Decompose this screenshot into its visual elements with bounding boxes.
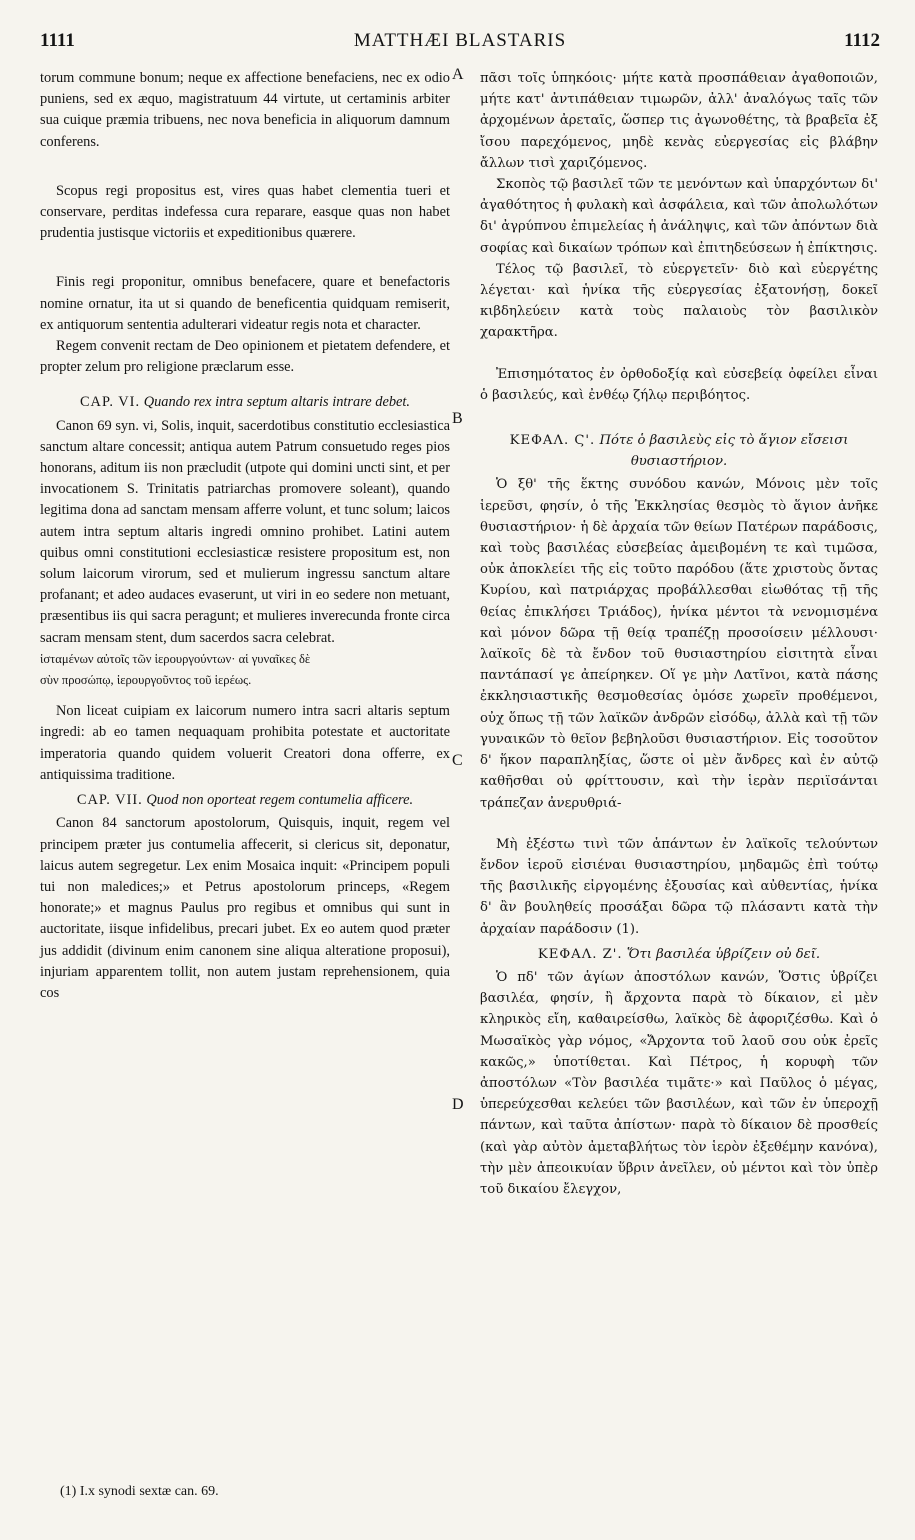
greek-overflow-line: σὺν προσώπῳ, ἱερουργοῦντος τοῦ ἱερέως. [40,673,252,688]
latin-paragraph: Non liceat cuipiam ex laicorum numero intra sacri altaris septum ingredi: ab eo tamen nequaquam prohibita potestate et auctoritate imperatoria quando quidem voluerit Creatori dona offerre, ex antiquissima traditione. [40,703,450,783]
chapter-number: CAP. VI. [79,394,141,411]
greek-chapter-7-heading [480,944,878,965]
margin-letter-c: C [452,752,463,769]
greek-overflow-line: ἱσταμένων αὐτοῖς τῶν ἱερουργούντων· αἱ γυναῖκες δὲ [40,651,311,666]
greek-paragraph: Τέλος τῷ βασιλεῖ, τὸ εὐεργετεῖν· διὸ καὶ εὐεργέτης λέγεται· καὶ ἡνίκα τῆς εὐεργεσίας ἐξατονήσῃ, δοκεῖ κιβδηλεύειν κατὰ τοὺς παλαιοὺς τὸν βασιλικὸν χαρακτῆρα. [480,261,878,341]
latin-paragraph: torum commune bonum; neque ex affectione benefaciens, nec ex odio puniens, sed ex æquo, magistratuum 44 virtute, ut certaminis arbiter sua cuique præmia tribuens, nec nova beneficia in aliquorum damnum conferens. [40,70,450,150]
chapter-title: Πότε ὁ βασιλεὺς εἰς τὸ ἅγιον εἴσεισι θυσιαστήριον. [599,433,849,470]
chapter-title: Ὅτι βασιλέα ὑβρίζειν οὐ δεῖ. [626,946,821,962]
latin-paragraph: Finis regi proponitur, omnibus benefacere, quare et benefactoris nomine ornatur, ita ut si quando de beneficentia quidquam remiserit, ex antiquorum sententia adulterari videatur regis nota et character. [40,274,450,333]
chapter-number: ΚΕΦΑΛ. Ϛ'. [509,433,596,449]
latin-paragraph: Scopus regi propositus est, vires quas habet clementia tueri et conservare, perditas indefessa cura reparare, easque quas non habet prudentia justisque victoriis et expeditionibus quærere. [40,182,450,242]
chapter-title: Quod non oporteat regem contumelia afficere. [146,792,414,809]
greek-paragraph: Ἐπισημότατος ἐν ὀρθοδοξίᾳ καὶ εὐσεβείᾳ ὀφείλει εἶναι ὁ βασιλεύς, καὶ ἐνθέῳ ζήλῳ περιβόητος. [480,366,878,403]
greek-paragraph: Ὁ πδ' τῶν ἁγίων ἀποστόλων κανών, Ὅστις ὑβρίζει βασιλέα, φησίν, ἢ ἄρχοντα παρὰ τὸ δίκαιον, εἰ μὲν κληρικὸς εἴη, καθαιρείσθω, λαϊκὸς δὲ ἀφοριζέσθω. Καὶ ὁ Μωσαϊκὸς γὰρ νόμος, «Ἄρχοντα τοῦ λαοῦ σου οὐκ ἐρεῖς κακῶς,» ὑποτίθεται. Καὶ Πέτρος, ἡ κορυφὴ τῶν ἀποστόλων «Τὸν βασιλέα τιμᾶτε·» καὶ Παῦλος ὁ μέγας, ὑπερεύχεσθαι κελεύει τῶν βασιλέων, καὶ τῶν ἐν ὑπεροχῇ πάντων, καὶ ταῦτα ἀπίστων· παρὰ τὸ δίκαιον δὲ προσθείς (καὶ γὰρ αὐτὸν ἀμεταβλήτως τὸν ἱερὸν ἐξεθέμην κανόνα), τὴν μὲν ἀπεοικυίαν ὕβριν ἀνεῖλεν, οὐ μέντοι καὶ τὸν ὑπὲρ τοῦ δικαίου ἔλεγχον, [480,969,878,1197]
latin-paragraph: Canon 69 syn. vi, Solis, inquit, sacerdotibus constitutio ecclesiastica sanctum altare concessit; antiqua autem Patrum consuetudo reges pios honorans, aditum iis non præcludit (utpote qui domini uncti sint, et per invocationem S. Trinitatis patriarchas promovere soleant), quando legitima dona ad sanctam mensam afferre volunt, et tunc solum; laicos autem intra septum altaris ingredi omnino prohibet. Latini autem quibus omni constitutioni ecclesiasticæ resistere propositum est, non solum laicorum virorum, sed et mulierum ingressu sanctum altare profanant; et adeo audaces evaserunt, ut viri in eo sedere non metuant, præsentibus iis qui sacra peragunt; et mulieres inverecunda fronte circa sacram mensam stent, dum sacerdos sacra celebrat. [40,417,450,646]
latin-paragraph: Canon 84 sanctorum apostolorum, Quisquis, inquit, regem vel principem præter jus contumelia affecerit, si clericus sit, deponatur, laicus autem segregetur. Lex enim Mosaica inquit: «Principem populi tui non maledices;» et Petrus apostolorum princeps, «Regem honorate;» et magnus Paulus pro regibus et omnibus qui sunt in auctoritate, iisque infidelibus, precari jubet. Ex eo autem quod præter jus addidit (divinum enim canonem sine aliqua alteratione proposui), injuriam apparentem tollit, non autem justam reprehensionem, quia cos [40,815,450,1001]
page-number-right: 1112 [844,30,880,51]
page-number-left: 1111 [40,30,75,51]
greek-paragraph: πᾶσι τοῖς ὑπηκόοις· μήτε κατὰ προσπάθειαν ἀγαθοποιῶν, μήτε κατ' ἀντιπάθειαν τιμωρῶν, ἀλλ' ἀναλόγως ταῖς τῶν ἀρχομένων ἀρεταῖς, ὥσπερ τις ἀγωνοθέτης, τὰ βραβεῖα ἐξ ἴσου παρεχόμενος, μηδὲ κενὰς εὐεργεσίας εἰς βλάβην ἄλλων τισὶ χαριζόμενος. [480,71,878,171]
page-header [40,30,880,58]
latin-column [40,68,450,1004]
greek-column [480,68,878,1200]
greek-paragraph: Μὴ ἐξέστω τινὶ τῶν ἁπάντων ἐν λαϊκοῖς τελούντων ἔνδον ἱεροῦ εἰσιέναι θυσιαστηρίου, μηδαμῶς ἐπὶ τούτῳ τῆς βασιλικῆς εἰργομένης ἐξουσίας καὶ αὐθεντίας, ἡνίκα δ' ἂν βουληθείς προσάξαι δῶρα τῷ πλάσαντι κατὰ τὴν ἀρχαίαν παράδοσιν (1). [480,836,878,937]
margin-letter-d: D [452,1096,464,1113]
latin-chapter-6-heading [40,392,450,413]
chapter-title: Quando rex intra septum altaris intrare debet. [143,394,411,411]
greek-paragraph: Ὁ ξθ' τῆς ἕκτης συνόδου κανών, Μόνοις μὲν τοῖς ἱερεῦσι, φησίν, ὁ τῆς Ἐκκλησίας θεσμὸς τὸ ἅγιον ἀνῆκε θυσιαστήριον· ἡ δὲ ἀρχαία τῶν θείων Πατέρων παράδοσις, καὶ τοὺς βασιλέας εὐσεβείας ἀμειβομένη τε καὶ τιμῶσα, οὐκ ἀποκλείει τῆς εἰς τοῦτο παρόδου (ἅτε χριστοὺς ὄντας Κυρίου, καὶ πατριάρχας προβάλλεσθαι εἰωθότας τῇ τῆς θείας ἐπικλήσει Τριάδος), ἡνίκα μέντοι τὰ νενομισμένα καὶ μόνον δῶρα τῇ θείᾳ τραπέζῃ προσοίσειν μέλλουσι· λαϊκοῖς δὲ τὰ ἔνδον τοῦ θυσιαστηρίου εἰσιτητὰ εἶναι παντάπασί γε ἀπείρηκεν. Οἵ γε μὴν Λατῖνοι, κατὰ πάσης ἐκκλησιαστικῆς θεσμοθεσίας ὁμόσε χωρεῖν προθέμενοι, οὐχ ὅπως τῇ τῶν λαϊκῶν ἀνδρῶν εἰσόδῳ, ἀλλὰ καὶ τῇ τῶν γυναικῶν τὸ θεῖον βεβηλοῦσι θυσιαστήριον. Εἰς τοσοῦτον δ' ἥκον παραπληξίας, ὥστε οἱ μὲν ἄνδρες καὶ ἐν αὐτῷ καθῆσθαι οὐ φρίττουσιν, καὶ τὴν ἱερὰν περιϊσάνται τράπεζαν ἀνερυθριά- [480,477,878,811]
greek-chapter-6-heading [480,430,878,472]
footnote: (1) I.x synodi sextæ can. 69. [60,1484,219,1499]
chapter-number: ΚΕΦΑΛ. Ζ'. [537,946,623,962]
greek-paragraph: Σκοπὸς τῷ βασιλεῖ τῶν τε μενόντων καὶ ὑπαρχόντων δι' ἀγαθότητος ἡ φυλακὴ καὶ ἀσφάλεια, καὶ τῶν ἀπολωλότων δι' ἀγρύπνου ἐπιμελείας ἡ ἀνάληψις, καὶ τῶν ἀπόντων διὰ σοφίας καὶ δικαίων τρόπων καὶ ἐπιτηδεύσεων ἡ ἐπίκτησις. [480,177,878,256]
margin-letter-b: B [452,410,463,427]
latin-chapter-7-heading [40,790,450,811]
latin-paragraph: Regem convenit rectam de Deo opinionem et pietatem defendere, et propter zelum pro religione præclarum esse. [40,338,450,376]
margin-letter-a: A [452,66,464,83]
running-title: MATTHÆI BLASTARIS [353,30,567,51]
chapter-number: CAP. VII. [76,792,143,809]
